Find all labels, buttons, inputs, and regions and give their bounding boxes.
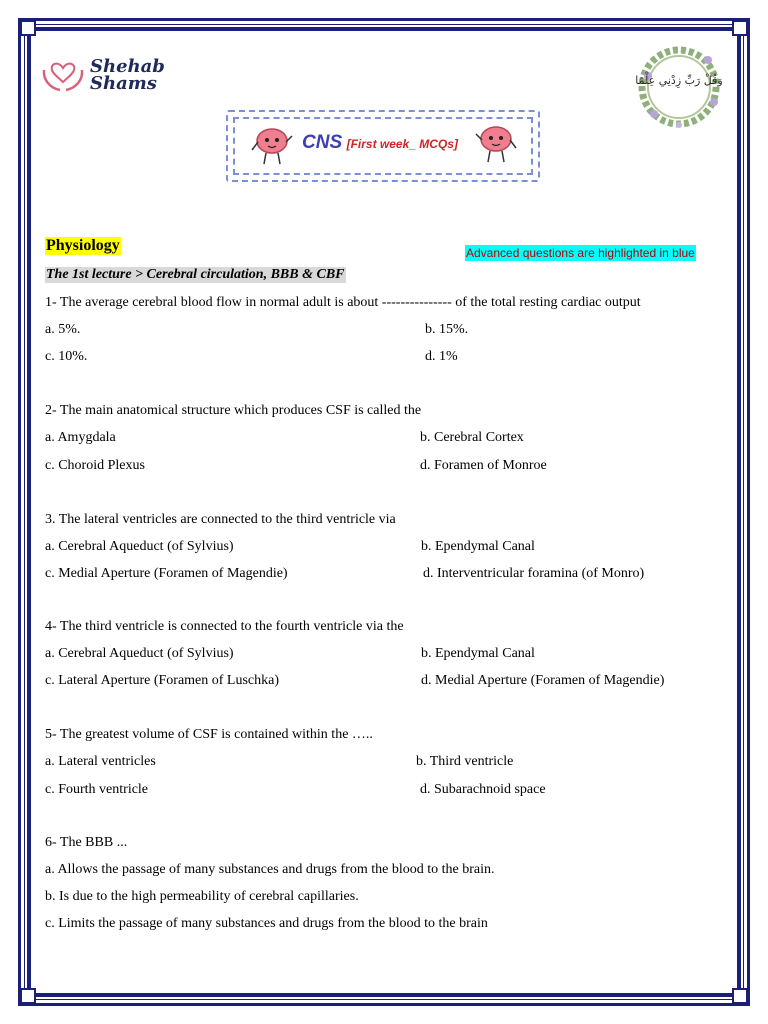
question-text: 1- The average cerebral blood flow in normal adult is about --------------- of the total resting cardiac output — [45, 295, 641, 310]
option-a: a. Amygdala — [45, 430, 116, 445]
brand-logo — [40, 56, 165, 94]
banner-title — [302, 132, 458, 154]
option-a: a. Allows the passage of many substances and drugs from the blood to the brain. — [45, 862, 495, 877]
option-d: d. Subarachnoid space — [420, 782, 546, 797]
question-text: 2- The main anatomical structure which produces CSF is called the — [45, 403, 422, 418]
option-b: b. Third ventricle — [416, 754, 514, 769]
option-c: c. Fourth ventricle — [45, 782, 149, 797]
option-a: a. Cerebral Aqueduct (of Sylvius) — [45, 646, 234, 661]
hands-heart-icon — [40, 56, 86, 94]
brain-mascot-icon — [474, 122, 518, 166]
wreath-icon — [634, 42, 724, 132]
border-right — [737, 30, 741, 996]
corner-ornament — [20, 20, 36, 36]
option-c: c. Limits the passage of many substances and drugs from the blood to the brain — [45, 916, 488, 931]
wreath-verse: وَقُلْ رَبِّ زِدْنِي عِلْمًا — [635, 74, 723, 87]
option-b: b. Cerebral Cortex — [420, 430, 524, 445]
option-c: c. Lateral Aperture (Foramen of Luschka) — [45, 673, 280, 688]
question-text: 3. The lateral ventricles are connected to the third ventricle via — [45, 512, 396, 527]
title-banner — [226, 110, 540, 182]
brain-mascot-icon — [250, 124, 294, 168]
option-b: b. 15%. — [425, 322, 469, 337]
border-bottom — [30, 993, 738, 997]
question-text: 4- The third ventricle is connected to the fourth ventricle via the — [45, 619, 404, 634]
logo-line-2: Shams — [90, 73, 157, 94]
option-c: c. Medial Aperture (Foramen of Magendie) — [45, 566, 288, 581]
banner-title-main: CNS — [302, 132, 343, 153]
floral-wreath — [634, 42, 724, 132]
lecture-heading: The 1st lecture > Cerebral circulation, BBB & CBF — [46, 267, 345, 282]
border-left — [27, 30, 31, 996]
section-heading: Physiology — [46, 237, 120, 254]
option-c: c. Choroid Plexus — [45, 458, 145, 473]
corner-ornament — [20, 988, 36, 1004]
corner-ornament — [732, 20, 748, 36]
border-top — [30, 27, 738, 31]
option-b: b. Is due to the high permeability of cerebral capillaries. — [45, 889, 359, 904]
option-a: a. Cerebral Aqueduct (of Sylvius) — [45, 539, 234, 554]
corner-ornament — [732, 988, 748, 1004]
option-d: d. 1% — [425, 349, 458, 364]
question-text: 5- The greatest volume of CSF is contained within the ….. — [45, 727, 373, 742]
option-a: a. 5%. — [45, 322, 81, 337]
banner-title-sub: [First week_ MCQs] — [346, 137, 458, 151]
option-d: d. Medial Aperture (Foramen of Magendie) — [421, 673, 665, 688]
option-d: d. Interventricular foramina (of Monro) — [423, 566, 645, 581]
option-b: b. Ependymal Canal — [421, 646, 535, 661]
advanced-note: Advanced questions are highlighted in blue — [466, 246, 695, 260]
logo-line-1: Shehab — [90, 56, 165, 77]
option-b: b. Ependymal Canal — [421, 539, 535, 554]
option-a: a. Lateral ventricles — [45, 754, 156, 769]
option-c: c. 10%. — [45, 349, 88, 364]
option-d: d. Foramen of Monroe — [420, 458, 547, 473]
question-text: 6- The BBB ... — [45, 835, 128, 850]
